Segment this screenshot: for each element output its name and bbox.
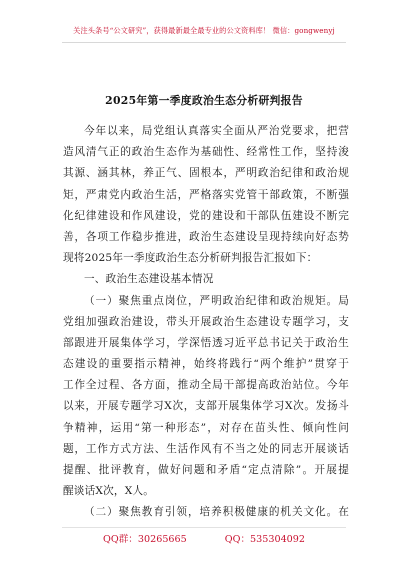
footer-qq-number: QQ：535304092 — [224, 534, 305, 545]
footer-contact — [0, 531, 408, 545]
paragraph-line: 现将2025年一季度政治生态分析研判报告汇报如下： — [63, 252, 318, 265]
paragraph-line: 提醒、批评教育，做好问题和矛盾“定点清除”。开展提 — [63, 464, 349, 476]
paragraph-line: （一）聚焦重点岗位，严明政治纪律和政治规矩。局 — [84, 294, 349, 307]
paragraph-line: 争精神，运用“第一种形态”，对存在苗头性、倾向性问 — [63, 421, 349, 434]
paragraph-line: 善，各项工作稳步推进，政治生态建设呈现持续向好态势 — [63, 230, 349, 243]
document-body — [63, 121, 349, 524]
paragraph-line: 以来，开展专题学习X次，支部开展集体学习X次。发扬斗 — [63, 400, 349, 413]
paragraph-line: 态建设的重要指示精神，始终将践行“两个维护”贯穿于 — [63, 358, 349, 371]
section-heading: 一、政治生态建设基本情况 — [84, 273, 214, 286]
paragraph-line: 其源、涵其林，养正气、固根本，严明政治纪律和政治规 — [63, 167, 349, 180]
paragraph-line: 部跟进开展集体学习，学深悟透习近平总书记关于政治生 — [63, 336, 349, 349]
paragraph-line: 党组加强政治建设，带头开展政治生态建设专题学习，支 — [63, 315, 349, 328]
header-divider — [62, 42, 346, 43]
paragraph-line: 今年以来，局党组认真落实全面从严治党要求，把营 — [84, 125, 349, 137]
paragraph-line: 矩，严肃党内政治生活，严格落实党管干部政策，不断强 — [63, 188, 349, 201]
paragraph-line: 化纪律建设和作风建设，党的建设和干部队伍建设不断完 — [63, 209, 349, 222]
paragraph-line: 醒谈话X次，X人。 — [63, 485, 155, 498]
paragraph-line: （二）聚焦教育引领，培养积极健康的机关文化。在 — [84, 506, 349, 519]
paragraph-line: 题，工作方式方法、生活作风有不当之处的同志开展谈话 — [63, 442, 349, 455]
paragraph-line: 工作全过程、各方面，推动全局干部提高政治站位。今年 — [63, 379, 349, 392]
footer-divider — [62, 527, 346, 528]
document-title: 2025年第一季度政治生态分析研判报告 — [105, 94, 303, 107]
paragraph-line: 造风清气正的政治生态作为基础性、经常性工作，坚持浚 — [63, 146, 349, 159]
header-banner: 关注头条号“公文研究”，获得最新最全最专业的公文资料库！ 微信：gongwenyj — [73, 26, 335, 35]
footer-qq-group: QQ群：30265665 — [102, 534, 187, 545]
